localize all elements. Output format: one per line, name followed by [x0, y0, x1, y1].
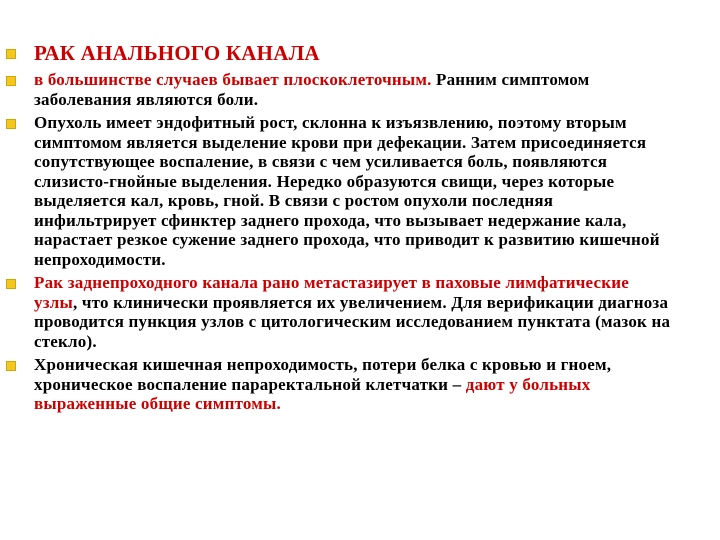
complications-text: Хроническая кишечная непроходимость, потери белка с кровью и гноем, хроническое воспаление параректальной клетчатки – — [34, 355, 612, 394]
early-symptom-text: Ранним симптомом заболевания являются боли. — [34, 70, 590, 109]
square-bullet-icon — [6, 119, 16, 129]
bullet-item-title — [6, 40, 676, 66]
square-bullet-icon — [6, 279, 16, 289]
bullet-item-general-symptoms — [6, 355, 676, 414]
bullet-item-histology — [6, 70, 676, 109]
growth-description: Опухоль имеет эндофитный рост, склонна к изъязвлению, поэтому вторым симптомом является выделение крови при дефекации. Затем присоединяется сопутствующее воспаление, в связи с чем усиливается боль, появляются слизисто-гнойные выделения. Нередко образуются свищи, через которые выделяется кал, кровь, гной. В связи с ростом опухоли последняя инфильтрирует сфинктер заднего прохода, что вызывает недержание кала, нарастает резкое сужение заднего прохода, что приводит к развитию кишечной непроходимости. — [34, 113, 660, 269]
square-bullet-icon — [6, 361, 16, 371]
diagnosis-text: , что клинически проявляется их увеличением. Для верификации диагноза проводится пункция узлов с цитологическим исследованием пунктата (мазок на стекло). — [34, 292, 671, 351]
square-bullet-icon — [6, 49, 16, 59]
histology-highlight: в большинстве случаев бывает плоскоклеточным. — [34, 70, 432, 89]
general-symptoms-highlight: дают у больных выраженные общие симптомы. — [34, 374, 591, 413]
square-bullet-icon — [6, 76, 16, 86]
metastasis-highlight: Рак заднепроходного канала рано метастазирует в паховые лимфатические узлы — [34, 273, 629, 312]
bullet-list — [6, 40, 676, 418]
slide-title: РАК АНАЛЬНОГО КАНАЛА — [34, 41, 320, 65]
bullet-item-growth — [6, 113, 676, 269]
bullet-item-metastasis — [6, 273, 676, 351]
